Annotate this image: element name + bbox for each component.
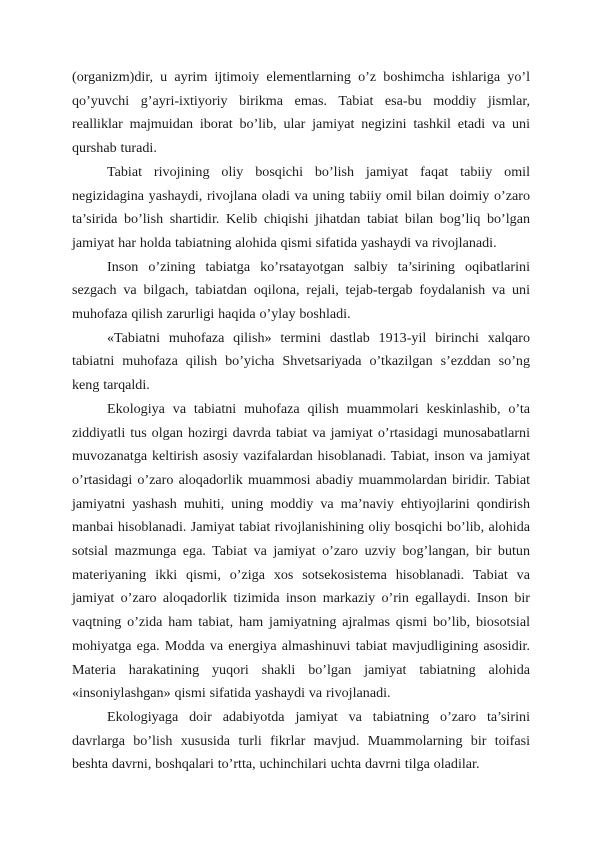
paragraph-3: Inson o’zining tabiatga ko’rsatayotgan salbiy ta’sirining oqibatlarini sezgach va bilgach, tabiatdan oqilona, rejali, tejab-tergab foydalanish va uni muhofaza qilish zarurligi haqida o’ylay boshladi. <box>72 258 530 323</box>
paragraph-6: Ekologiyaga doir adabiyotda jamiyat va tabiatning o’zaro ta’sirini davrlarga bo’lish xususida turli fikrlar mavjud. Muammolarning bir toifasi beshta davrni, boshqalari to’rtta, uchinchilari uchta davrni tilga oladilar. <box>72 708 530 773</box>
paragraph-1: (organizm)dir, u ayrim ijtimoiy elementlarning o’z boshimcha ishlariga yo’l qo’yuvchi g’ayri-ixtiyoriy birikma emas. Tabiat esa-bu moddiy jismlar, realliklar majmuidan iborat bo’lib, ular jamiyat negizini tashkil etadi va uni qurshab turadi. <box>72 69 530 157</box>
paragraph-5: Ekologiya va tabiatni muhofaza qilish muammolari keskinlashib, o’ta ziddiyatli tus olgan hozirgi davrda tabiat va jamiyat o’rtasidagi munosabatlarni muvozanatga keltirish asosiy vazifalardan hisoblanadi. Tabiat, inson va jamiyat o’rtasidagi o’zaro aloqadorlik muammosi abadiy muammolardan biridir. Tabiat jamiyatni yashash muhiti, uning moddiy va ma’naviy ehtiyojlarini qondirish manbai hisoblanadi. Jamiyat tabiat rivojlanishining oliy bosqichi bo’lib, alohida sotsial mazmunga ega. Tabiat va jamiyat o’zaro uzviy bog’langan, bir butun materiyaning ikki qismi, o’ziga xos sotsekosistema hisoblanadi. Tabiat va jamiyat o’zaro aloqadorlik tizimida inson markaziy o’rin egallaydi. Inson bir vaqtning o’zida ham tabiat, ham jamiyatning ajralmas qismi bo’lib, biosotsial mohiyatga ega. Modda va energiya almashinuvi tabiat mavjudligining asosidir. Materia harakatining yuqori shakli bo’lgan jamiyat tabiatning alohida «insoniylashgan» qismi sifatida yashaydi va rivojlanadi. <box>72 400 530 702</box>
paragraph-4: «Tabiatni muhofaza qilish» termini dastlab 1913-yil birinchi xalqaro tabiatni muhofaza qilish bo’yicha Shvetsariyada o’tkazilgan s’ezddan so’ng keng tarqaldi. <box>72 329 530 394</box>
paragraph-2: Tabiat rivojining oliy bosqichi bo’lish jamiyat faqat tabiiy omil negizidagina yashaydi, rivojlana oladi va uning tabiiy omil bilan doimiy o’zaro ta’sirida bo’lish shartidir. Kelib chiqishi jihatdan tabiat bilan bog’liq bo’lgan jamiyat har holda tabiatning alohida qismi sifatida yashaydi va rivojlanadi. <box>72 163 530 251</box>
